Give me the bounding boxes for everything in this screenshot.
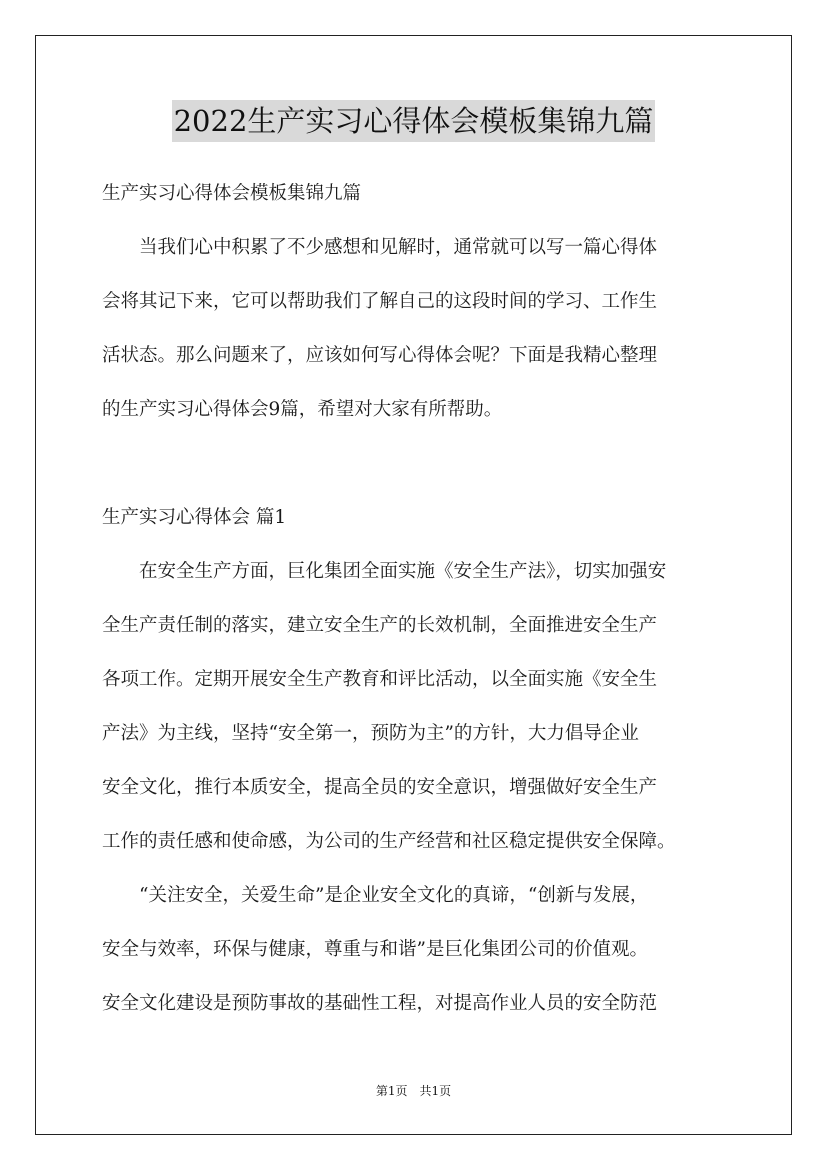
body-line-5: 安全文化，推行本质安全，提高全员的安全意识，增强做好安全生产 <box>102 777 658 798</box>
body-line-9: 安全文化建设是预防事故的基础性工程，对提高作业人员的安全防范 <box>102 993 658 1014</box>
document-subtitle: 生产实习心得体会模板集锦九篇 <box>102 183 362 204</box>
intro-line-3: 活状态。那么问题来了，应该如何写心得体会呢？下面是我精心整理 <box>102 345 658 366</box>
body-line-7: “关注安全，关爱生命”是企业安全文化的真谛，“创新与发展， <box>102 885 649 906</box>
body-line-6: 工作的责任感和使命感，为公司的生产经营和社区稳定提供安全保障。 <box>102 831 676 852</box>
title-container <box>0 100 827 142</box>
body-line-3: 各项工作。定期开展安全生产教育和评比活动，以全面实施《安全生 <box>102 669 658 690</box>
body-line-8: 安全与效率，环保与健康，尊重与和谐”是巨化集团公司的价值观。 <box>102 939 648 960</box>
document-title: 2022生产实习心得体会模板集锦九篇 <box>172 100 656 142</box>
intro-line-1: 当我们心中积累了不少感想和见解时，通常就可以写一篇心得体 <box>102 237 658 258</box>
page-footer: 第1页 共1页 <box>375 1084 452 1098</box>
body-line-1: 在安全生产方面，巨化集团全面实施《安全生产法》，切实加强安 <box>102 561 667 582</box>
body-line-4: 产法》为主线，坚持“安全第一，预防为主”的方针，大力倡导企业 <box>102 723 639 744</box>
body-line-2: 全生产责任制的落实，建立安全生产的长效机制，全面推进安全生产 <box>102 615 658 636</box>
intro-line-4: 的生产实习心得体会9篇，希望对大家有所帮助。 <box>102 399 503 420</box>
section-heading: 生产实习心得体会 篇1 <box>102 507 287 528</box>
intro-line-2: 会将其记下来，它可以帮助我们了解自己的这段时间的学习、工作生 <box>102 291 658 312</box>
